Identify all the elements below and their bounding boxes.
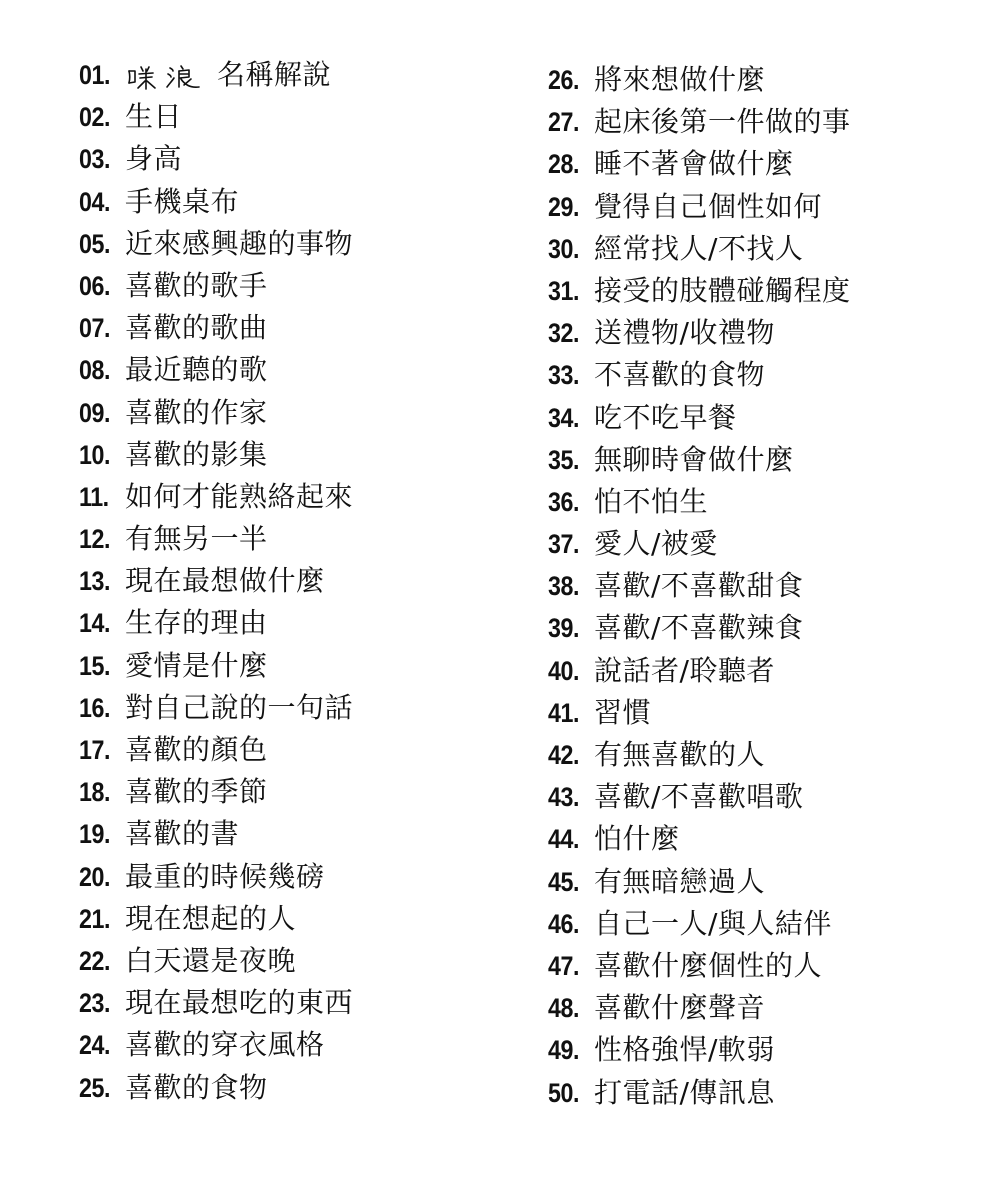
question-number: 19. — [79, 819, 111, 850]
question-number: 18. — [79, 777, 111, 808]
question-item — [548, 270, 988, 312]
question-text: 怕不怕生 — [594, 484, 709, 518]
question-item — [548, 1029, 988, 1071]
question-item — [548, 776, 988, 818]
question-text: 喜歡的書 — [125, 817, 240, 851]
question-number: 49. — [548, 1035, 580, 1066]
question-number: 12. — [79, 524, 111, 555]
question-item — [548, 607, 988, 649]
question-text: 不喜歡的食物 — [594, 358, 766, 392]
question-number: 34. — [548, 402, 580, 433]
question-item — [79, 349, 519, 391]
question-item — [79, 1024, 519, 1066]
question-list-right — [548, 59, 988, 1114]
question-number: 07. — [79, 313, 111, 344]
question-number: 11. — [79, 481, 109, 512]
question-text: 手機桌布 — [125, 184, 240, 218]
question-item — [79, 982, 519, 1024]
question-text: 喜歡的顏色 — [125, 733, 268, 766]
question-number: 47. — [548, 950, 580, 981]
question-item — [79, 518, 519, 560]
question-number: 45. — [548, 866, 580, 897]
question-text: 喜歡/不喜歡甜食 — [594, 569, 804, 603]
question-item — [79, 602, 519, 644]
question-number: 25. — [79, 1072, 111, 1103]
question-text: 喜歡什麼個性的人 — [594, 948, 823, 982]
question-text: 喜歡的作家 — [125, 395, 268, 429]
question-text: 將來想做什麼 — [594, 63, 766, 96]
question-text: 生日 — [125, 100, 183, 134]
question-number: 31. — [548, 275, 580, 306]
question-text: 有無另一半 — [125, 522, 268, 556]
question-text: 愛情是什麼 — [125, 648, 268, 682]
question-text: 吃不吃早餐 — [594, 400, 737, 434]
question-text: 自己一人/與人結伴 — [594, 906, 832, 940]
question-item — [79, 898, 519, 940]
question-number: 14. — [79, 608, 111, 639]
question-item — [548, 987, 988, 1029]
question-text: 現在最想吃的東西 — [125, 986, 354, 1020]
question-number: 42. — [548, 740, 580, 770]
question-text: 喜歡的穿衣風格 — [125, 1028, 325, 1062]
question-number: 13. — [79, 566, 111, 597]
question-text: 喜歡的歌手 — [125, 268, 268, 302]
question-text: 喜歡什麼聲音 — [594, 991, 766, 1025]
question-number: 01. — [79, 60, 111, 90]
question-number: 08. — [79, 355, 111, 386]
question-item — [79, 560, 519, 602]
question-number: 46. — [548, 908, 580, 939]
question-number: 30. — [548, 233, 580, 264]
question-number: 09. — [79, 397, 111, 428]
question-text: 現在想起的人 — [125, 901, 297, 935]
question-number: 04. — [79, 186, 111, 217]
question-text: 最近聽的歌 — [125, 353, 268, 387]
question-item — [548, 565, 988, 607]
question-text: 有無喜歡的人 — [594, 738, 766, 771]
question-number: 41. — [548, 697, 580, 728]
question-number: 48. — [548, 993, 580, 1024]
question-item — [548, 734, 988, 776]
question-number: 26. — [548, 65, 580, 95]
question-text: 喜歡的食物 — [125, 1070, 268, 1104]
question-item — [79, 771, 519, 813]
question-item — [79, 307, 519, 349]
question-number: 23. — [79, 988, 111, 1019]
question-text: 近來感興趣的事物 — [125, 226, 354, 260]
question-item — [548, 312, 988, 354]
question-text: 喜歡/不喜歡唱歌 — [594, 780, 804, 814]
question-text: 愛人/被愛 — [594, 527, 718, 561]
question-item — [548, 439, 988, 481]
question-number: 33. — [548, 360, 580, 391]
question-item — [548, 1072, 988, 1114]
question-text: 喜歡的歌曲 — [125, 311, 268, 345]
question-item — [548, 818, 988, 860]
question-text: 喜歡的季節 — [125, 775, 268, 809]
question-item — [548, 481, 988, 523]
question-item — [548, 945, 988, 987]
question-item — [79, 392, 519, 434]
question-item — [79, 1067, 519, 1109]
question-number: 20. — [79, 861, 111, 892]
question-number: 35. — [548, 444, 580, 475]
question-item — [548, 228, 988, 270]
question-item — [79, 856, 519, 898]
question-item — [79, 223, 519, 265]
question-item — [548, 903, 988, 945]
question-number: 40. — [548, 655, 580, 686]
question-text: 喜歡的影集 — [125, 437, 268, 471]
question-text: 性格強悍/軟弱 — [594, 1033, 775, 1067]
question-number: 32. — [548, 318, 580, 349]
question-text: 習慣 — [594, 695, 652, 729]
question-item — [79, 434, 519, 476]
question-item — [548, 397, 988, 439]
question-item — [79, 265, 519, 307]
question-number: 05. — [79, 228, 111, 259]
question-text: 現在最想做什麼 — [125, 564, 325, 598]
question-item — [548, 650, 988, 692]
question-text: 覺得自己個性如何 — [594, 189, 823, 223]
question-number: 15. — [79, 650, 111, 681]
question-text: 說話者/聆聽者 — [594, 653, 775, 687]
question-text: 打電話/傳訊息 — [594, 1075, 775, 1109]
question-number: 24. — [79, 1030, 111, 1061]
question-number: 22. — [79, 945, 111, 976]
question-text: 如何才能熟絡起來 — [125, 479, 354, 513]
question-text: 身高 — [125, 142, 183, 176]
question-text: 名稱解說 — [217, 58, 332, 91]
question-number: 21. — [79, 903, 111, 934]
question-item — [548, 101, 988, 143]
question-text: 起床後第一件做的事 — [594, 105, 851, 139]
question-item — [79, 729, 519, 771]
question-number: 27. — [548, 107, 580, 138]
question-number: 38. — [548, 571, 580, 602]
question-item — [548, 186, 988, 228]
question-number: 06. — [79, 270, 111, 301]
question-text: 睡不著會做什麼 — [594, 147, 794, 181]
question-item — [548, 354, 988, 396]
question-text: 最重的時候幾磅 — [125, 859, 325, 893]
question-text: 對自己說的一句話 — [125, 690, 354, 724]
question-item — [548, 861, 988, 903]
question-item — [79, 476, 519, 518]
question-number: 03. — [79, 144, 111, 175]
question-number: 36. — [548, 486, 580, 517]
question-number: 16. — [79, 692, 111, 723]
question-item — [79, 687, 519, 729]
question-item — [79, 96, 519, 138]
question-number: 39. — [548, 613, 580, 644]
handwritten-signature — [125, 59, 207, 93]
question-text: 喜歡/不喜歡辣食 — [594, 611, 804, 645]
question-number: 29. — [548, 191, 580, 222]
question-number: 43. — [548, 782, 580, 813]
question-item — [79, 645, 519, 687]
question-text: 送禮物/收禮物 — [594, 316, 775, 350]
question-item — [548, 523, 988, 565]
question-number: 50. — [548, 1077, 580, 1108]
question-number: 02. — [79, 102, 111, 133]
question-number: 28. — [548, 149, 580, 180]
question-item — [79, 54, 519, 96]
question-text: 白天還是夜晚 — [125, 943, 297, 977]
question-list-left — [79, 54, 519, 1109]
question-text: 生存的理由 — [125, 606, 268, 640]
question-text: 無聊時會做什麼 — [594, 442, 794, 476]
question-number: 37. — [548, 529, 580, 560]
question-number: 44. — [548, 824, 580, 855]
question-item — [79, 181, 519, 223]
question-number: 10. — [79, 439, 111, 470]
question-item — [548, 59, 988, 101]
question-item — [548, 692, 988, 734]
question-item — [548, 143, 988, 185]
question-item — [79, 138, 519, 180]
question-item — [79, 813, 519, 855]
question-text: 有無暗戀過人 — [594, 864, 766, 898]
question-item — [79, 940, 519, 982]
question-text: 經常找人/不找人 — [594, 231, 804, 265]
question-number: 17. — [79, 735, 111, 765]
question-text: 怕什麼 — [594, 822, 680, 856]
question-text: 接受的肢體碰觸程度 — [594, 273, 851, 307]
